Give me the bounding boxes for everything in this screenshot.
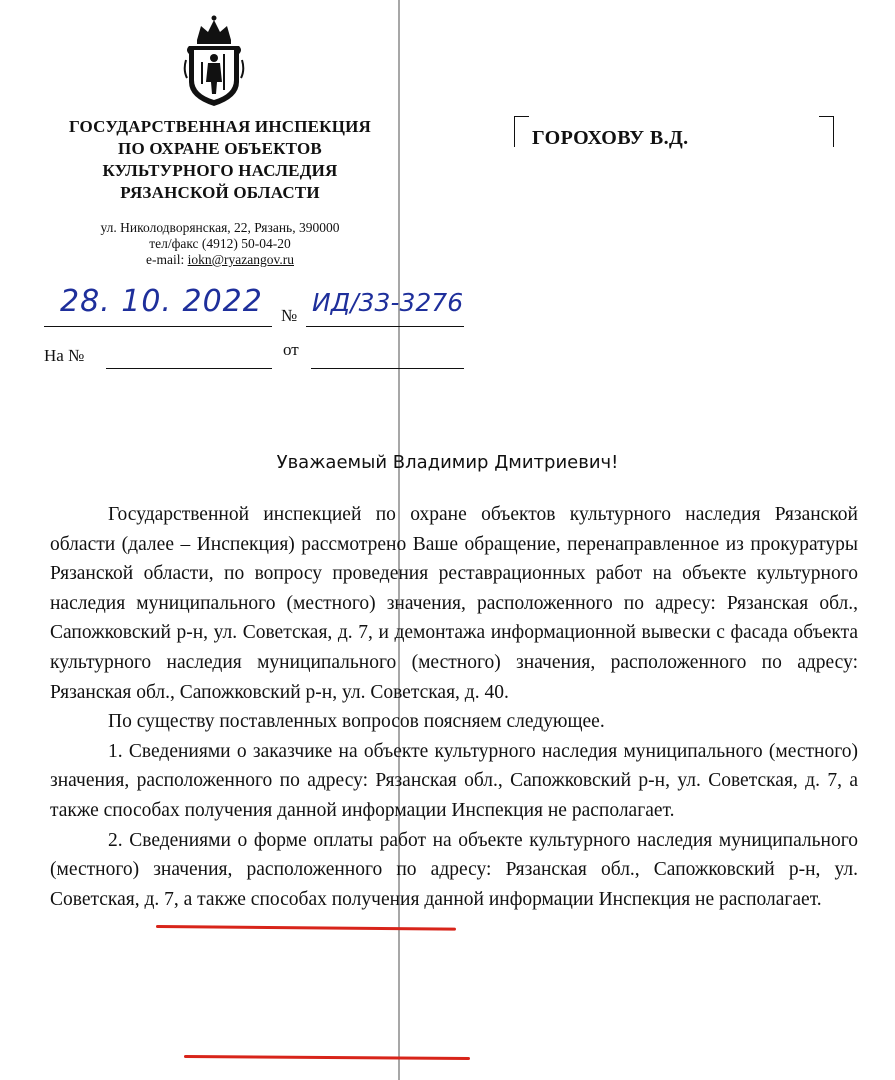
corner-bracket-right	[819, 116, 834, 147]
org-phone: тел/факс (4912) 50-04-20	[149, 236, 291, 251]
organization-name	[20, 116, 420, 204]
date-line	[44, 326, 272, 327]
letter-body	[50, 500, 858, 914]
red-underline-mark	[184, 1055, 470, 1060]
org-address: ул. Николодворянская, 22, Рязань, 390000	[100, 220, 340, 235]
greeting: Уважаемый Владимир Дмитриевич!	[276, 452, 619, 473]
ryazan-coat-of-arms-icon	[183, 14, 245, 110]
org-line: ПО ОХРАНЕ ОБЪЕКТОВ	[118, 139, 322, 158]
paragraph-point-1: 1. Сведениями о заказчике на объекте культурного наследия муниципального (местного) значения, расположенного по адресу: Рязанская обл., Сапожковский р-н, ул. Советская, д. 7, а также способах получения данной информации Инспекция не располагает.	[50, 740, 858, 821]
number-label: №	[281, 306, 298, 325]
addressee-block	[514, 116, 834, 150]
org-line: ГОСУДАРСТВЕННАЯ ИНСПЕКЦИЯ	[68, 117, 372, 136]
handwritten-number: ИД/33-3276	[312, 288, 464, 317]
handwritten-date: 28. 10. 2022	[60, 284, 263, 319]
red-underline-mark	[156, 925, 456, 931]
email-label: e-mail:	[145, 252, 188, 267]
reply-from-label: от	[283, 340, 299, 359]
paragraph-intro: По существу поставленных вопросов поясняем следующее.	[108, 711, 605, 733]
reply-number-line	[106, 368, 272, 369]
email-link[interactable]: iokn@ryazangov.ru	[187, 252, 294, 267]
org-line: КУЛЬТУРНОГО НАСЛЕДИЯ	[102, 161, 338, 180]
reply-date-line	[311, 368, 464, 369]
org-line: РЯЗАНСКОЙ ОБЛАСТИ	[120, 183, 320, 202]
org-contacts	[20, 220, 420, 268]
paragraph-request: Государственной инспекцией по охране объектов культурного наследия Рязанской области (далее – Инспекция) рассмотрено Ваше обращение, перенаправленное из прокуратуры Рязанской области, по вопросу проведения реставрационных работ на объекте культурного наследия муниципального (местного) значения, расположенного по адресу: Рязанская обл., Сапожковский р-н, ул. Советская, д. 7, и демонтажа информационной вывески с фасада объекта культурного наследия муниципального (местного) значения, расположенного по адресу: Рязанская обл., Сапожковский р-н, ул. Советская, д. 40.	[50, 504, 858, 703]
corner-bracket-left	[514, 116, 529, 147]
paragraph-point-2: 2. Сведениями о форме оплаты работ на объекте культурного наследия муниципального (местного) значения, расположенного по адресу: Рязанская обл., Сапожковский р-н, ул. Советская, д. 7, а также способах получения данной информации Инспекция не располагает.	[50, 829, 858, 910]
org-email-row	[20, 252, 420, 268]
number-line	[306, 326, 464, 327]
addressee-name: ГОРОХОВУ В.Д.	[532, 127, 689, 149]
reply-number-label: На №	[44, 346, 85, 365]
